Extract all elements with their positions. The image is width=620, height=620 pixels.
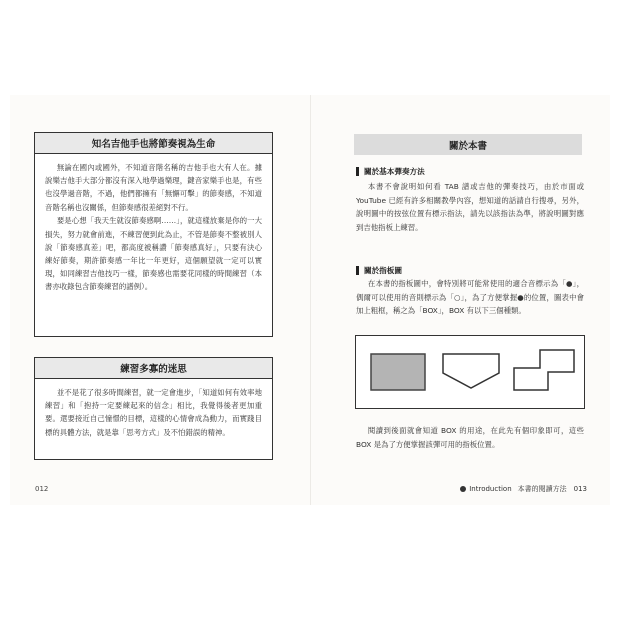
section-banner: 關於本書	[354, 134, 582, 155]
bullet-icon	[460, 486, 466, 492]
page-number-right: 013	[573, 485, 587, 493]
page-footer-right	[460, 484, 587, 494]
heading-text: 關於基本彈奏方法	[364, 167, 425, 176]
info-box-title: 練習多寡的迷思	[35, 358, 272, 379]
box-shape-stepped	[514, 350, 574, 390]
paragraph: 閱讀到後面就會知道 BOX 的用途，在此先有個印象即可，這些 BOX 是為了方便掌握該彈可用的指板位置。	[356, 426, 584, 449]
box-shapes-diagram	[355, 335, 585, 409]
closing-paragraph	[356, 424, 584, 451]
heading-marker-icon	[356, 266, 359, 275]
section-body-fretboard	[356, 277, 584, 318]
paragraph: 要是心想「我天生就沒節奏感啊……」，就這樣放棄是你的一大損失，努力就會前進，不練習便到此為止，不管是節奏不整被別人說「節奏感真差」吧，都高度被稱讚「節奏感真好」，只要有決心練好節奏，期許節奏感一年比一年更好，這個願望就一定可以實現，如同練習吉他技巧一樣，節奏感也需要花同樣的時間練習（本書亦收錄包含節奏練習的譜例）。	[45, 216, 262, 292]
page-gutter	[310, 95, 311, 505]
paragraph: 在本書的指板圖中，會特別將可能常使用的適合音標示為「●」，偶爾可以使用的音則標示為「○」，為了方便掌握●的位置，圖表中會加上粗框，稱之為「BOX」，BOX 有以下三個種類。	[356, 279, 584, 316]
info-box-body	[35, 154, 272, 300]
info-box-practice	[34, 357, 273, 460]
section-heading-basic	[356, 166, 425, 177]
info-box-body	[35, 379, 272, 445]
section-heading-fretboard	[356, 265, 402, 276]
paragraph: 本書不會說明如何看 TAB 譜或吉他的彈奏技巧，由於市面或 YouTube 已經有許多相關教學內容，想知道的話請自行搜尋，另外，說明圖中的按弦位置有標示指法，請先以該指法為準，將說明圖對應到吉他指板上練習。	[356, 182, 584, 232]
page-number-left: 012	[35, 485, 49, 493]
section-body-basic	[356, 180, 584, 234]
footer-title: 本書的閱讀方法	[517, 485, 567, 493]
paragraph: 無論在國內或國外，不知道音階名稱的吉他手也大有人在。據說樂吉他手大部分都沒有深入地學過樂理，鍵音家樂手也是，有些也沒學過音階，不過，他們都擁有「無懈可擊」的節奏感，不知道音階名稱也沒關係，但節奏感很差絕對不行。	[45, 163, 262, 212]
box-shape-rectangle	[371, 354, 425, 390]
footer-label: Introduction	[469, 485, 512, 493]
box-shapes-figure	[356, 336, 586, 410]
heading-text: 關於指板圖	[364, 266, 402, 275]
paragraph: 並不是花了很多時間練習，就一定會進步，「知道如何有效率地練習」和「抱持一定要練起來的信念」相比，我覺得後者更加重要。還要接近自己憧憬的目標，這樣的心情會成為動力，而實踐目標的具體方法，就是靠「思考方式」及不怕錯誤的精神。	[45, 388, 262, 437]
box-shape-pentagon	[443, 354, 499, 388]
info-box-rhythm	[34, 132, 273, 337]
info-box-title: 知名吉他手也將節奏視為生命	[35, 133, 272, 154]
heading-marker-icon	[356, 167, 359, 176]
